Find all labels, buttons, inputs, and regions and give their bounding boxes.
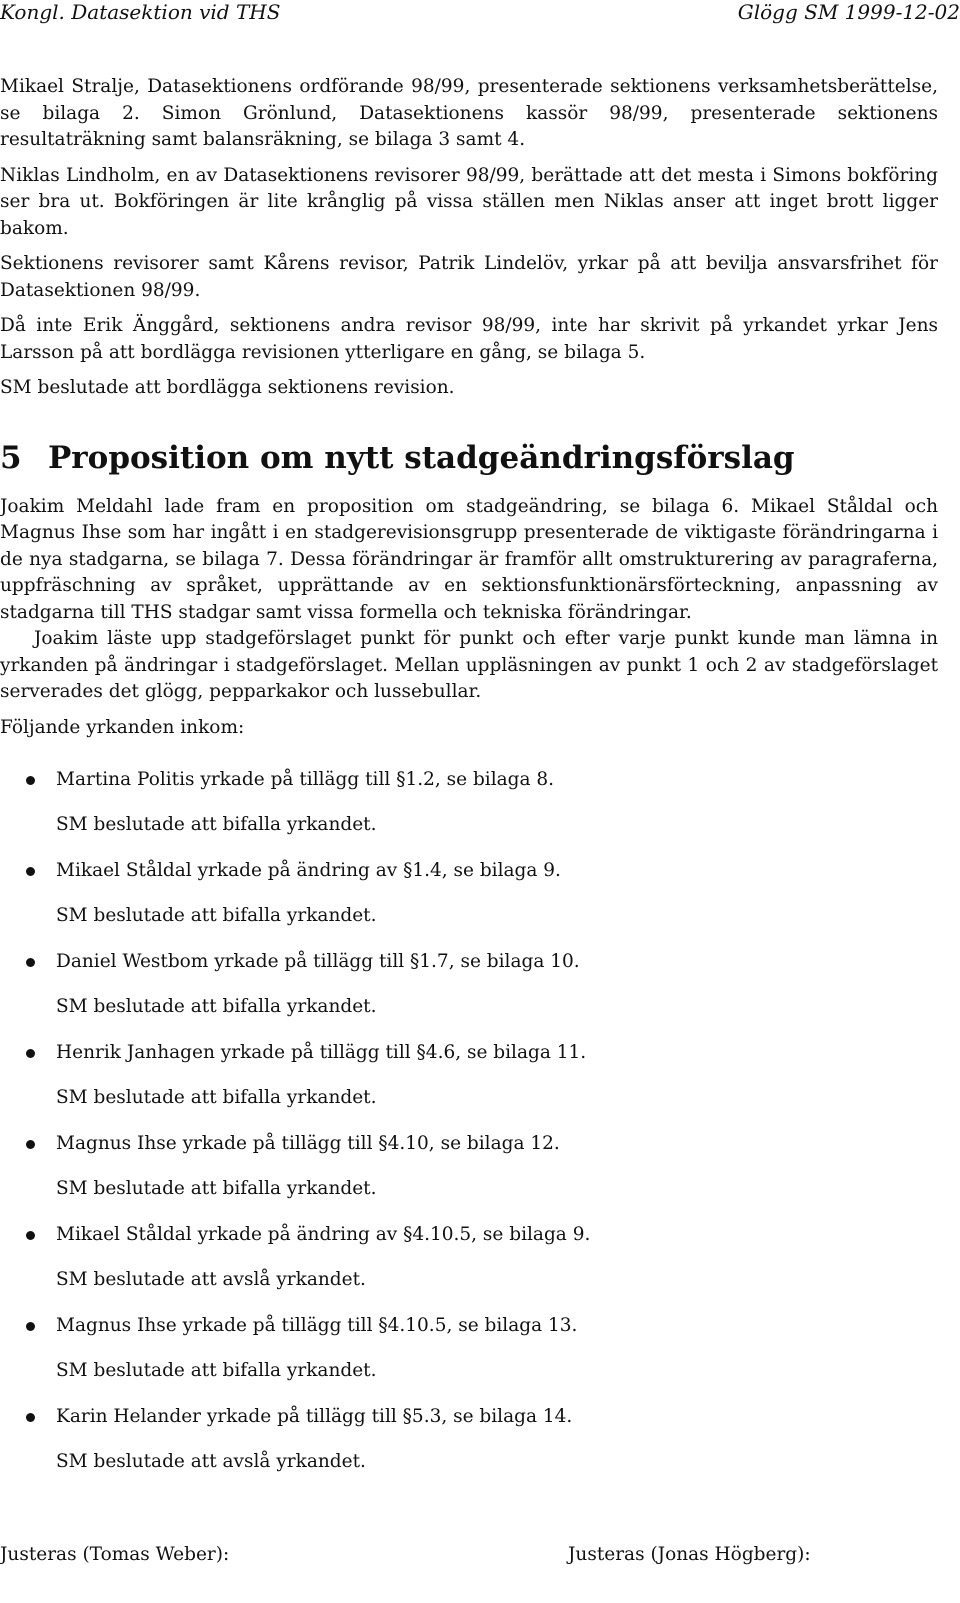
decision-text: SM beslutade att avslå yrkandet. [56,1450,366,1472]
paragraph-beslut-bordlagga: SM beslutade att bordlägga sektionens revision. [0,377,455,398]
bullet-icon [26,1140,35,1149]
bullet-icon [26,958,35,967]
bullet-icon [26,867,35,876]
paragraph-bokforing: Niklas Lindholm, en av Datasektionens revisorer 98/99, berättade att det mesta i Simons bokföring ser bra ut. Bokföringen är lite krånglig på vissa ställen men Niklas anser att inget brott ligger bakom. [0,164,938,239]
motion-text: Mikael Ståldal yrkade på ändring av §1.4, se bilaga 9. [56,860,561,881]
list-item [0,949,938,1020]
decision-text: SM beslutade att bifalla yrkandet. [56,813,377,835]
motion-text: Karin Helander yrkade på tillägg till §5.3, se bilaga 14. [56,1406,573,1427]
bullet-icon [26,776,35,785]
signature-footer [0,1544,960,1574]
list-item [0,858,938,929]
decision-text: SM beslutade att avslå yrkandet. [56,1268,366,1290]
document-body [0,74,938,1495]
decision-text: SM beslutade att bifalla yrkandet. [56,995,377,1017]
list-item [0,1222,938,1293]
bullet-icon [26,1231,35,1240]
list-intro: Följande yrkanden inkom: [0,716,245,738]
list-item [0,1313,938,1384]
motion-list [0,767,938,1475]
paragraph-bordlagga-yrkande: Då inte Erik Änggård, sektionens andra revisor 98/99, inte har skrivit på yrkandet yrkar Jens Larsson på att bordlägga revisionen ytterligare en gång, se bilaga 5. [0,315,938,363]
bullet-icon [26,1413,35,1422]
section-title: Proposition om nytt stadgeändringsförslag [48,439,795,476]
decision-text: SM beslutade att bifalla yrkandet. [56,904,377,926]
running-header [0,0,960,30]
list-item [0,1040,938,1111]
decision-text: SM beslutade att bifalla yrkandet. [56,1086,377,1108]
paragraph-ansvarsfrihet: Sektionens revisorer samt Kårens revisor, Patrik Lindelöv, yrkar på att bevilja ansvarsfrihet för Datasektionen 98/99. [0,253,938,301]
list-item [0,767,938,838]
list-item [0,1131,938,1202]
header-organization: Kongl. Datasektion vid THS [0,0,281,24]
motion-text: Magnus Ihse yrkade på tillägg till §4.10.5, se bilaga 13. [56,1315,578,1336]
motion-text: Magnus Ihse yrkade på tillägg till §4.10, se bilaga 12. [56,1133,560,1154]
motion-text: Henrik Janhagen yrkade på tillägg till §4.6, se bilaga 11. [56,1042,587,1063]
paragraph-proposition: Joakim Meldahl lade fram en proposition om stadgeändring, se bilaga 6. Mikael Ståldal och Magnus Ihse som har ingått i en stadgerevisionsgrupp presenterade de viktigaste förändringarna i de nya stadgarna, se bilaga 7. Dessa förändringar är framför allt omstrukturering av paragraferna, uppfräschning av språket, upprättande av en sektionsfunktionärsförteckning, anpassning av stadgarna till THS stadgar samt vissa formella och tekniska förändringar. [0,495,938,623]
decision-text: SM beslutade att bifalla yrkandet. [56,1359,377,1381]
decision-text: SM beslutade att bifalla yrkandet. [56,1177,377,1199]
section-number: 5 [0,439,22,476]
paragraph-genomgang: Joakim läste upp stadgeförslaget punkt för punkt och efter varje punkt kunde man lämna in yrkanden på ändringar i stadgeförslaget. Mellan uppläsningen av punkt 1 och 2 av stadgeförslaget serverades det glögg, pepparkakor och lussebullar. [0,628,938,702]
signature-jonas-hogberg: Justeras (Jonas Högberg): [568,1544,811,1565]
bullet-icon [26,1049,35,1058]
motion-text: Daniel Westbom yrkade på tillägg till §1.7, se bilaga 10. [56,951,580,972]
list-item [0,1404,938,1475]
signature-tomas-weber: Justeras (Tomas Weber): [0,1544,230,1565]
header-meeting: Glögg SM 1999-12-02 [737,0,960,24]
motion-text: Mikael Ståldal yrkade på ändring av §4.10.5, se bilaga 9. [56,1224,591,1245]
section-heading [0,440,938,476]
paragraph-verksamhetsberattelse: Mikael Stralje, Datasektionens ordförande 98/99, presenterade sektionens verksamhetsberättelse, se bilaga 2. Simon Grönlund, Datasektionens kassör 98/99, presenterade sektionens resultaträkning samt balansräkning, se bilaga 3 samt 4. [0,76,938,150]
bullet-icon [26,1322,35,1331]
motion-text: Martina Politis yrkade på tillägg till §1.2, se bilaga 8. [56,769,555,790]
